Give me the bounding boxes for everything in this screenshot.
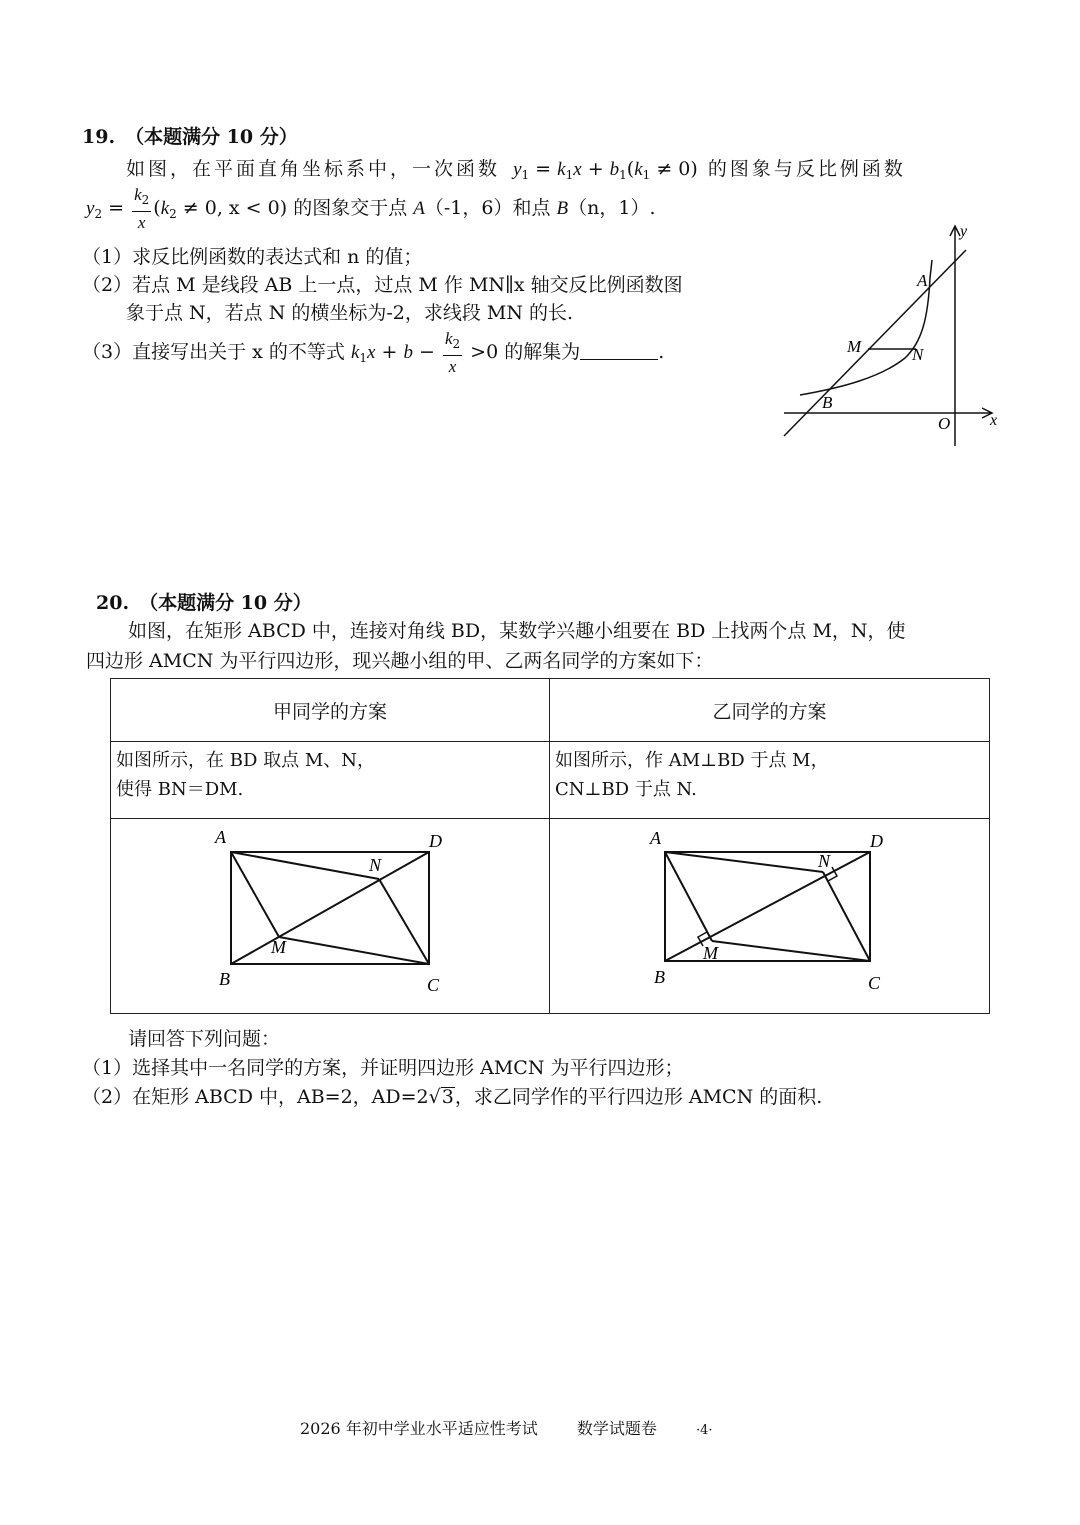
q19-func2-fraction: $\frac{k_2}{x}$	[134, 185, 150, 232]
fig-yi-label-d: D	[870, 831, 883, 851]
q19-part3	[82, 328, 664, 378]
q19-inequality-fraction: $\frac{k_2}{x}$	[444, 329, 461, 376]
q19-point-a-coords: （-1，6）	[424, 197, 513, 219]
q19-number: 19.	[82, 126, 116, 148]
q19-header	[82, 122, 298, 149]
segment-am	[231, 852, 279, 937]
diagonal-bd	[665, 852, 870, 961]
figure-jia	[111, 819, 549, 1013]
fig-yi-label-c: C	[868, 973, 881, 993]
segment-an	[665, 852, 823, 872]
fig-yi-label-b: B	[654, 967, 665, 987]
fig-yi-label-a: A	[650, 828, 661, 848]
fig-yi-label-n: N	[818, 851, 831, 871]
page-footer	[300, 1416, 713, 1439]
q19-part3-end: .	[658, 341, 665, 363]
q20-part1: （1）选择其中一名同学的方案，并证明四边形 AMCN 为平行四边形；	[82, 1057, 684, 1079]
q20-prompt: 请回答下列问题：	[128, 1028, 281, 1050]
q19-intro-a: 如图，在平面直角坐标系中，一次函数	[126, 158, 501, 180]
q20-intro-line2: 四边形 AMCN 为平行四边形，现兴趣小组的甲、乙两名同学的方案如下：	[86, 650, 714, 672]
q19-part3-b: 的解集为	[504, 341, 581, 363]
q19-inequality: $k_1x + b$ − $\frac{k_2}{x}$ >0	[350, 329, 499, 376]
segment-nc	[379, 879, 429, 964]
plan-table	[110, 678, 990, 1014]
q19-part2-line1: （2）若点 M 是线段 AB 上一点，过点 M 作 MN∥x 轴交反比例函数图	[82, 274, 683, 296]
point-m-label: M	[847, 337, 862, 356]
fig-jia-label-m: M	[271, 937, 286, 957]
inverse-function-curve	[800, 260, 932, 395]
point-b-label: B	[822, 393, 833, 412]
x-axis-label: x	[990, 412, 998, 429]
q19-part3-a: （3）直接写出关于 x 的不等式	[82, 341, 345, 363]
table-figure-jia	[111, 819, 550, 1014]
q20-score: （本题满分 10 分）	[139, 592, 312, 614]
desc-jia-line1: 如图所示，在 BD 取点 M、N，	[116, 750, 376, 771]
segment-am	[665, 852, 712, 941]
point-a-label: A	[917, 271, 928, 290]
q19-part1: （1）求反比例函数的表达式和 n 的值；	[82, 246, 423, 268]
q20-part2-a: （2）在矩形 ABCD 中，AB=2，AD=2	[82, 1086, 429, 1108]
q20-number: 20.	[96, 592, 130, 614]
q19-intro-b: 的图象与反比例函数	[707, 158, 906, 180]
sqrt-radicand: 3	[441, 1086, 454, 1108]
fig-jia-label-c: C	[427, 975, 440, 995]
q20-part2-b: ，求乙同学作的平行四边形 AMCN 的面积.	[454, 1086, 823, 1108]
table-figure-yi	[550, 819, 990, 1014]
q20-header	[96, 588, 312, 615]
fig-jia-label-a: A	[215, 827, 226, 847]
q19-intro-line1	[126, 154, 906, 182]
footer-exam: 2026 年初中学业水平适应性考试	[300, 1419, 538, 1438]
q19-intro-c: 的图象交于点	[293, 197, 408, 219]
fig-jia-label-n: N	[369, 855, 382, 875]
q19-intro-d: 和点	[512, 197, 551, 219]
table-header-yi: 乙同学的方案	[550, 679, 990, 742]
q19-func1: $y_1 = k_1x + b_1(k_1 \ne 0)$	[513, 158, 698, 182]
segment-nc	[823, 872, 870, 961]
table-desc-jia	[111, 742, 550, 819]
figure-yi	[550, 819, 990, 1013]
segment-mc	[279, 937, 429, 964]
diagonal-bd	[231, 852, 429, 964]
table-header-jia: 甲同学的方案	[111, 679, 550, 742]
linear-function-line	[784, 250, 966, 436]
q19-point-a-name: A	[413, 198, 425, 219]
footer-page: ·4·	[696, 1423, 713, 1438]
q20-intro-line1: 如图，在矩形 ABCD 中，连接对角线 BD，某数学兴趣小组要在 BD 上找两个点 M，N，使	[128, 620, 906, 642]
q19-intro-line2	[86, 184, 656, 234]
desc-yi-line2: CN⊥BD 于点 N.	[555, 779, 697, 800]
q19-score: （本题满分 10 分）	[125, 126, 298, 148]
table-desc-yi	[550, 742, 990, 819]
desc-yi-line1: 如图所示，作 AM⊥BD 于点 M，	[555, 750, 829, 771]
q20-part2: （2）在矩形 ABCD 中，AB=2，AD=2√3，求乙同学作的平行四边形 AMCN 的面积.	[82, 1086, 823, 1108]
segment-mc	[712, 941, 870, 961]
q19-part2-line2: 象于点 N，若点 N 的横坐标为-2，求线段 MN 的长.	[126, 302, 574, 324]
q19-point-b-coords: （n，1）.	[568, 197, 656, 219]
point-n-label: N	[912, 345, 924, 364]
answer-blank[interactable]	[580, 341, 658, 360]
q19-point-b-name: B	[556, 198, 569, 219]
desc-jia-line2: 使得 BN＝DM.	[116, 779, 244, 800]
y-axis-label: y	[960, 223, 968, 240]
segment-an	[231, 852, 379, 879]
q19-coordinate-graph	[770, 218, 1010, 453]
fig-jia-label-d: D	[429, 831, 442, 851]
origin-label: O	[938, 414, 951, 433]
fig-jia-label-b: B	[219, 969, 230, 989]
footer-subject: 数学试题卷	[576, 1419, 657, 1438]
q19-func2: $y_2$ = $\frac{k_2}{x}$ ($k_2 \ne 0$, x < 0)	[86, 185, 288, 232]
fig-yi-label-m: M	[703, 943, 718, 963]
